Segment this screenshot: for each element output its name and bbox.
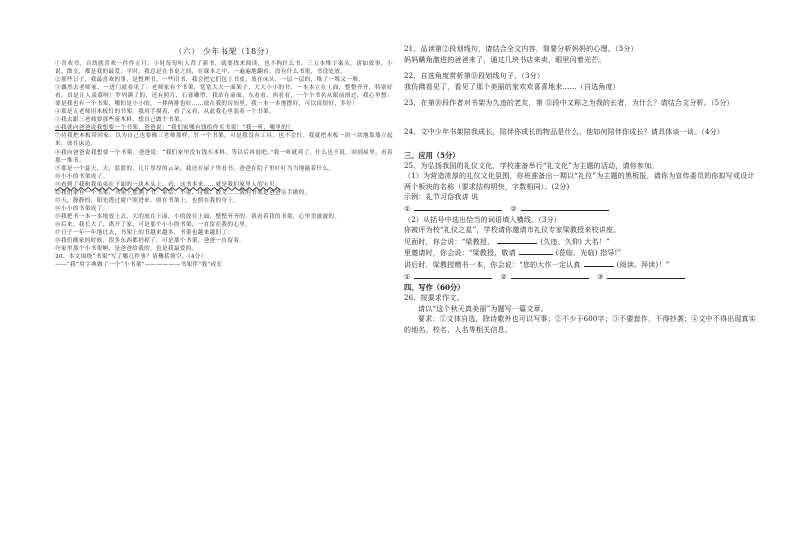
after-blank[interactable] [584, 259, 614, 267]
question-25-answer-row [404, 203, 760, 215]
question-26-prompt: 请以“这个秋天真美丽”为题写一篇文章。 [418, 304, 548, 313]
section-4-heading: 四、写作（60分） [404, 283, 465, 293]
choice-label-1: ① [404, 272, 411, 281]
paragraph-9: ⑨那是一个夏天，天，蓝蓝的，几片厚厚的云朵，我还在屋子里看书，爸爸在院子里叮叮当当地敲着什么。 [55, 165, 335, 172]
meet-text: 见面时，你会说：“梁教授， [404, 237, 495, 246]
paragraph-16: ⑯后来，我长大了，离开了家，可是那个小小的书架，一直留在我的心里。 [55, 221, 252, 228]
question-24: 24、文中少年书架陪我成长，陪伴你成长的物品是什么，他如何陪伴你成长？请具体谈一谈。（4分） [404, 127, 725, 136]
paragraph-3: ③偶然去老师家，一进门就看见了：老师家有个书架，宽宽大大一面架子，大大小小的书，一本本立在上面，整整齐齐，特别好看，真是让人羡慕呀！罗列满了的，还有照片，石膏雕塑，我站在前面，东看看、西看看，一个个书名从眼前滑过，我心里想：要是我也有一个书架，哪怕是小小的，一排两排也好……放在我的房间里，我一本一本地摆好，可以说很好，多好！ [55, 85, 393, 108]
paragraph-1: ①喜欢书，自幼就喜欢一件件五月。小时每每听人背了新书，就要找来阅读，也不拘什么书，三五本堆于案头，诸如故事、小说、散文，都是我的最爱。平时，我总是在书桌之间，在课本之中，一遍遍地翻看。没有什么书架，书没处放。 [55, 61, 393, 76]
answer-label-1: ① [404, 204, 411, 213]
paragraph-13: ⑬天，静静的，阳光透过窗户照进来，照在书架上，也照在我的身上。 [55, 197, 240, 204]
paragraph-5: ⑤我去跟三老师要那些废木料，想自己做个书架。 [55, 117, 186, 124]
choice-blank-1[interactable] [414, 271, 492, 279]
paragraph-6: ⑥我就向爸爸说我想要一个书架。爸爸说：“我们家哪有钱给你买书架！”我一听，哪里的？ [55, 125, 294, 132]
paragraph-17: ⑰日子一年一年地过去，书架上的书越来越多，书架也越来越旧了。 [55, 229, 234, 236]
paragraph-18: ⑱我们搬家的时候，很多东西都扔掉了，可是那个书架，爸爸一直留着。 [55, 238, 246, 245]
invite-options: (莅临、光临) 指导!” [555, 249, 622, 258]
question-22: 22、自选角度赏析第⑬段划线句子。（3分） [404, 72, 545, 81]
choice-label-2: ② [500, 272, 507, 281]
question-20: 20、本文围绕“书架”写了哪几件事？请概括填空。（4分） [55, 254, 207, 261]
answer-blank-1[interactable] [414, 203, 502, 211]
question-22-answer: 我仿佛看见了，看见了那个美丽的家欢欢喜喜地来……（自选角度） [404, 82, 620, 91]
paragraph-10: ⑩小小的书架成了。 [55, 173, 109, 180]
question-25-example: 示例：礼节习俗我讲 说 [404, 193, 479, 202]
meet-options: (久违、久仰) 大名！” [540, 237, 610, 246]
meet-blank[interactable] [497, 236, 537, 244]
question-21-answer: 妈妈瞒角激进的爸爸来了，通过几块书店来卖，眼里闪着光芒。 [404, 55, 606, 64]
after-text: 讲后时，梁教授赠书一本，你会说：“您的大作一定认真 [404, 260, 581, 269]
after-row [404, 259, 760, 271]
paragraph-7: ⑦待我把木板带回家，以为自己也要像三老师那样，钉一个书架，可是我没有工具，也不会钉。我就把木板一块一块地靠墙立起来，放在床边。 [55, 133, 393, 148]
invite-text: 里邀请时，你会说：“梁教授，敬请 [404, 249, 516, 258]
paragraph-14: ⑭小小的书架成了。 [55, 205, 109, 212]
question-25-part-2: （2）从括号中选出恰当的词语填入横线。（3分） [404, 215, 562, 224]
paragraph-15: ⑮我把书一本一本地放上去，大的放在下面，小的放在上面，整整齐齐的。我看着我的书架，心里美滋滋的。 [55, 213, 341, 220]
passage-title: （六） 少年书架（18分） [174, 47, 274, 56]
choice-blank-2[interactable] [511, 271, 589, 279]
question-23: 23、在第⑩段作者对书架为久违的老友，第 ⑪段中又称之为我的长者，为什么？请结合文分析。（5分） [404, 99, 734, 108]
paragraph-2: ②那些日子，我最喜欢的事，是整理书。一些旧书，我会把它们包上书皮，放在床头，一层一层的，堆了一堆又一堆。 [55, 77, 365, 84]
left-column [55, 44, 393, 269]
invite-row [404, 247, 760, 259]
question-25: 25、为弘扬我国的礼仪文化，学校准备举行“礼文化”为主题的活动，请你参加。 [404, 161, 659, 170]
answer-label-2: ② [510, 204, 517, 213]
after-options: (阅读、拜读)！” [616, 260, 670, 269]
question-26-requirements: 要求：①文体自选，除诗歌外也可以写事；②不少于600字；③不要套作，不得抄袭；④文中不得出现真实的地名、校名、人名等相关信息。 [404, 315, 756, 334]
paragraph-12: ⑫我们家有一个书架，书架上摆满了书：童话、小说、诗歌、散文……我的书架是爸爸亲手做的。 [55, 189, 311, 196]
choice-label-3: ③ [596, 272, 604, 281]
choice-answer-row [404, 271, 760, 283]
meet-row [404, 236, 760, 248]
choice-blank-3[interactable] [607, 271, 685, 279]
question-25-part-2-context: 你被评为校“礼仪之星”，学校请你邀请市礼仪专家梁教授来校讲座。 [404, 226, 621, 235]
question-26: 26、按要求作文。 [404, 294, 464, 303]
paragraph-4: ④那是五老师用木板钉的书架。我用手摸着，看了又看，从此我心里装着一个书架。 [55, 109, 275, 116]
question-25-part-1: （1）为营造浓厚的礼仪文化氛围，你班准备出一期以“礼仪”为主题的黑板报，请你为宣传委员的你拟写或设计两个板块的名称（要求结构明快，字数相同）。(2分) [404, 172, 755, 191]
paragraph-8: ⑧我向爸爸说我想要一个书架。爸爸说：“我们家里没有钱买木料，等以后再说吧。”我一听就蔫了，什么也不说，回到屋里，看着那一堆书。 [55, 149, 393, 164]
answer-blank-2[interactable] [521, 203, 609, 211]
question-21: 21、品读第②段划线句，请结合全文内容，简要分析妈妈的心理。（3分） [404, 45, 638, 53]
paragraph-19: ⑲家里那个小书架啊，是爸爸给我的，也是我最爱的。 [55, 246, 198, 253]
question-20-answer-line: ——“我”用字典做了一个“小书架”——————书架伴“我”成长 [55, 262, 223, 269]
right-column [404, 44, 760, 335]
invite-blank[interactable] [519, 247, 553, 255]
section-3-heading: 三、应用（5分） [404, 150, 460, 160]
paragraph-11: ⑪看到了我和我弟弟在下面的一块木头上，看，这书本来……就是我们家里人的宝贝。 [55, 181, 281, 188]
